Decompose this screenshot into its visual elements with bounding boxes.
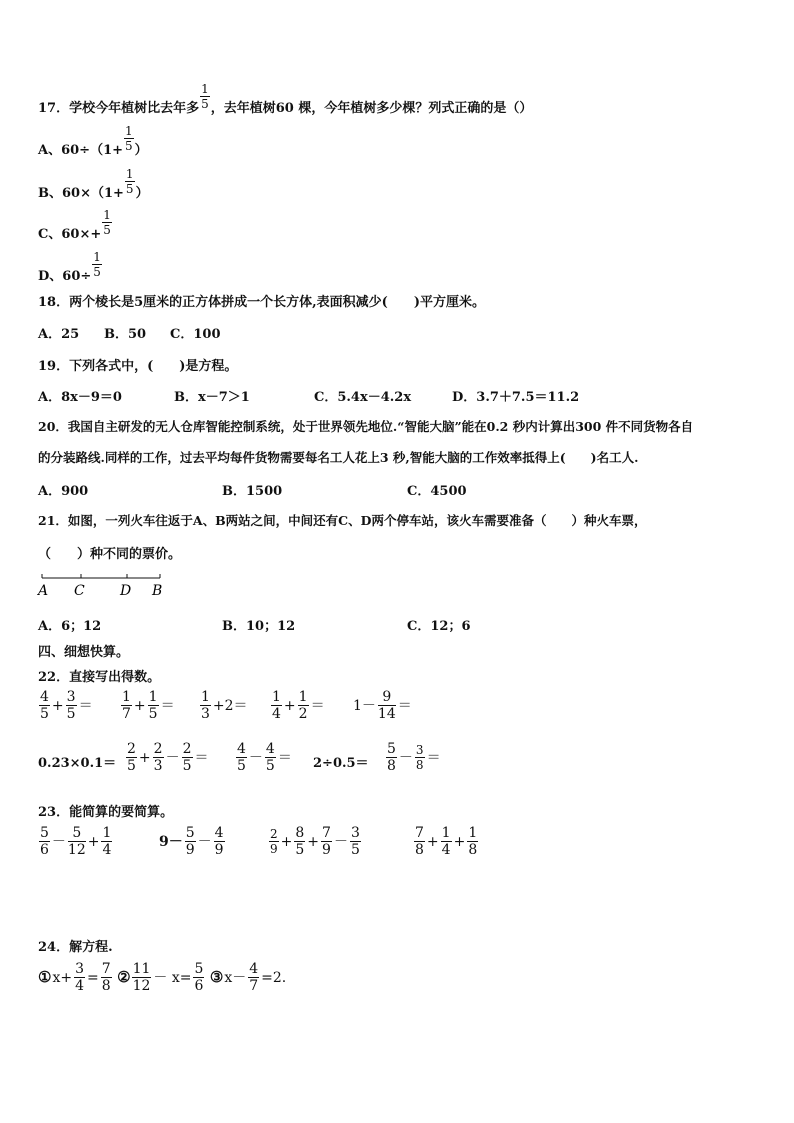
frac-den: 5 [103,223,111,237]
frac-num: 4 [249,961,259,977]
equals-sign: ＝ [397,697,412,714]
lead-term: 1－ [353,697,376,714]
q21-option-a: A．6；12 [38,619,102,634]
lead-term: 9－ [159,833,183,850]
frac-den: 8 [387,758,396,774]
q18-option-b: B．50 [104,327,147,342]
option-fraction [123,125,135,152]
section-4-title: 四、细想快算。 [38,645,130,660]
frac-num: 2 [270,827,278,841]
frac-num: 2 [182,741,192,757]
frac-num: 11 [132,961,151,977]
q22-expr-8 [235,742,293,773]
frac-num: 7 [415,825,424,841]
plus-sign: + [453,833,466,850]
station-label-c: C [74,583,85,599]
frac-num: 5 [40,825,49,841]
frac-num: 4 [40,689,49,705]
frac-den: 3 [153,758,163,774]
q19-option-d: D．3.7＋7.5＝11.2 [452,390,580,405]
eq1-prefix: x+ [52,969,73,986]
frac-den: 5 [295,842,305,858]
frac-den: 8 [415,758,424,772]
q22-expr-2 [120,690,176,721]
q21-stem-line2: （ ）种不同的票价。 [38,547,182,562]
frac-num: 2 [153,741,163,757]
frac-num: 1 [441,825,451,841]
q22-expr-5 [352,690,413,721]
frac-den: 3 [201,706,210,722]
station-label-b: B [152,583,163,599]
equals-sign: = [87,969,99,986]
frac-num: 2 [127,741,136,757]
equation-marker-1: ① [38,967,52,986]
frac-num: 4 [237,741,246,757]
frac-den: 5 [201,97,209,111]
q23-expr-1 [38,826,113,857]
option-fraction [91,251,103,278]
frac-num: 1 [468,825,478,841]
frac-num: 8 [295,825,305,841]
frac-num: 5 [387,741,396,757]
equals-sign: ＝ [426,749,441,766]
frac-num: 5 [68,826,86,842]
frac-den: 7 [122,706,131,722]
option-fraction [101,209,113,236]
minus-sign: － [51,833,66,850]
q21-stem-line1: 21．如图，一列火车往返于A、B两站之间，中间还有C、D两个停车站，该火车需要准备（ ）种火车票， [38,513,647,528]
frac-den: 12 [132,978,151,994]
option-fraction [124,168,136,195]
option-pre: A、60÷（1+ [38,143,124,158]
q17-option-d [38,250,103,290]
q19-option-b: B．x－7＞1 [174,390,250,405]
frac-den: 2 [298,706,308,722]
eq3-prefix: x－ [224,969,247,986]
frac-num: 1 [125,167,134,181]
q22-expr-1 [38,690,94,721]
option-pre: D、60÷ [38,269,92,284]
minus-sign: － [165,749,180,766]
frac-den: 8 [468,842,478,858]
station-diagram [36,570,176,602]
frac-num: 1 [93,250,101,264]
station-label-d: D [120,583,132,599]
frac-den: 5 [265,758,275,774]
frac-num: 4 [214,825,224,841]
q23-expr-4 [413,826,479,857]
q22-expr-10 [385,742,442,773]
equals-sign: ＝ [78,697,93,714]
q19-option-c: C．5.4x－4.2x [314,390,412,405]
q20-option-b: B．1500 [222,484,283,499]
q19-stem: 19．下列各式中，( )是方程。 [38,359,238,374]
frac-den: 12 [67,842,86,858]
q20-stem-line1: 20．我国自主研发的无人仓库智能控制系统，处于世界领先地位.“智能大脑”能在0.2 秒内计算出300 件不同货物各自 [38,419,694,434]
q24-equations [38,962,287,993]
frac-den: 7 [249,978,259,994]
frac-num: 3 [415,743,424,757]
frac-num: 3 [66,689,76,705]
plus-sign: + [426,833,439,850]
option-post: ） [135,186,149,201]
equals-sign: ＝ [277,749,292,766]
minus-sign: － [197,833,212,850]
frac-num: 1 [103,208,111,222]
q17-fraction [199,83,211,110]
frac-num: 1 [125,124,133,138]
option-pre: C、60×+ [38,227,102,242]
q20-option-c: C．4500 [407,484,467,499]
frac-den: 5 [93,265,101,279]
q22-expr-9: 2÷0.5＝ [313,756,369,771]
frac-den: 9 [185,842,195,858]
q17-stem [38,82,533,122]
frac-num: 3 [350,825,360,841]
q22-title: 22．直接写出得数。 [38,670,161,685]
frac-den: 5 [40,706,49,722]
minus-sign: － [248,749,263,766]
equals-sign: ＝ [160,697,175,714]
option-pre: B、60×（1+ [38,186,124,201]
frac-den: 9 [214,842,224,858]
equation-marker-3: ③ [209,967,224,986]
eq3-suffix: =2. [261,969,287,986]
equals-sign: ＝ [194,749,209,766]
frac-den: 6 [194,978,204,994]
frac-den: 8 [101,978,111,994]
frac-num: 7 [322,825,331,841]
q23-title: 23．能简算的要简算。 [38,805,174,820]
frac-num: 5 [185,825,195,841]
q18-stem: 18．两个棱长是5厘米的正方体拼成一个长方体,表面积减少( )平方厘米。 [38,295,485,310]
q18-option-a: A．25 [38,327,80,342]
q22-expr-7 [125,742,210,773]
frac-den: 4 [441,842,451,858]
q20-option-a: A．900 [38,484,89,499]
frac-den: 4 [75,978,85,994]
q21-option-b: B．10；12 [222,619,296,634]
q17-option-c [38,208,113,248]
frac-den: 5 [182,758,192,774]
frac-den: 5 [350,842,360,858]
q22-expr-4 [270,690,326,721]
plus-sign: + [87,833,100,850]
frac-den: 5 [125,182,134,196]
q17-stem-post: ，去年植树60 棵，今年植树多少棵？列式正确的是（） [210,101,533,116]
equals-sign: ＝ [310,697,325,714]
plus-sign: + [283,697,296,714]
station-label-a: A [38,583,49,599]
frac-num: 1 [298,689,308,705]
plus-two-equals: +2＝ [212,697,248,714]
equation-marker-2: ② [117,967,131,986]
plus-sign: + [307,833,320,850]
option-post: ） [134,143,148,158]
frac-num: 1 [201,689,210,705]
q19-option-a: A．8x－9＝0 [38,390,122,405]
plus-sign: + [280,833,293,850]
frac-den: 5 [237,758,246,774]
q24-title: 24．解方程. [38,940,113,955]
q20-stem-line2: 的分装路线.同样的工作，过去平均每件货物需要每名工人花上3 秒,智能大脑的工作效率抵得上( )名工人. [38,450,639,465]
q21-option-c: C．12；6 [407,619,471,634]
q18-option-c: C．100 [170,327,221,342]
frac-num: 9 [378,690,396,706]
frac-den: 8 [415,842,424,858]
frac-num: 7 [101,961,111,977]
frac-den: 14 [377,706,396,722]
q23-expr-2 [158,826,226,857]
frac-den: 4 [102,842,112,858]
frac-den: 6 [40,842,49,858]
frac-num: 1 [201,82,209,96]
frac-num: 4 [265,741,275,757]
q23-expr-3 [268,826,362,857]
frac-num: 3 [75,961,85,977]
eq2-middle: － x= [153,969,192,986]
frac-den: 5 [125,139,133,153]
plus-sign: + [138,749,151,766]
frac-num: 1 [148,689,158,705]
frac-den: 9 [322,842,331,858]
frac-den: 5 [148,706,158,722]
q17-option-a [38,124,148,164]
plus-sign: + [133,697,146,714]
q22-expr-6: 0.23×0.1＝ [38,756,117,771]
frac-den: 4 [272,706,281,722]
frac-num: 1 [272,689,281,705]
minus-sign: － [333,833,348,850]
minus-sign: － [398,749,413,766]
frac-den: 5 [66,706,76,722]
frac-den: 5 [127,758,136,774]
plus-sign: + [51,697,64,714]
frac-num: 1 [122,689,131,705]
frac-den: 9 [270,842,278,856]
q17-option-b [38,167,149,207]
frac-num: 5 [194,961,204,977]
q22-expr-3 [199,690,249,721]
q17-stem-pre: 17．学校今年植树比去年多 [38,101,200,116]
frac-num: 1 [102,825,112,841]
